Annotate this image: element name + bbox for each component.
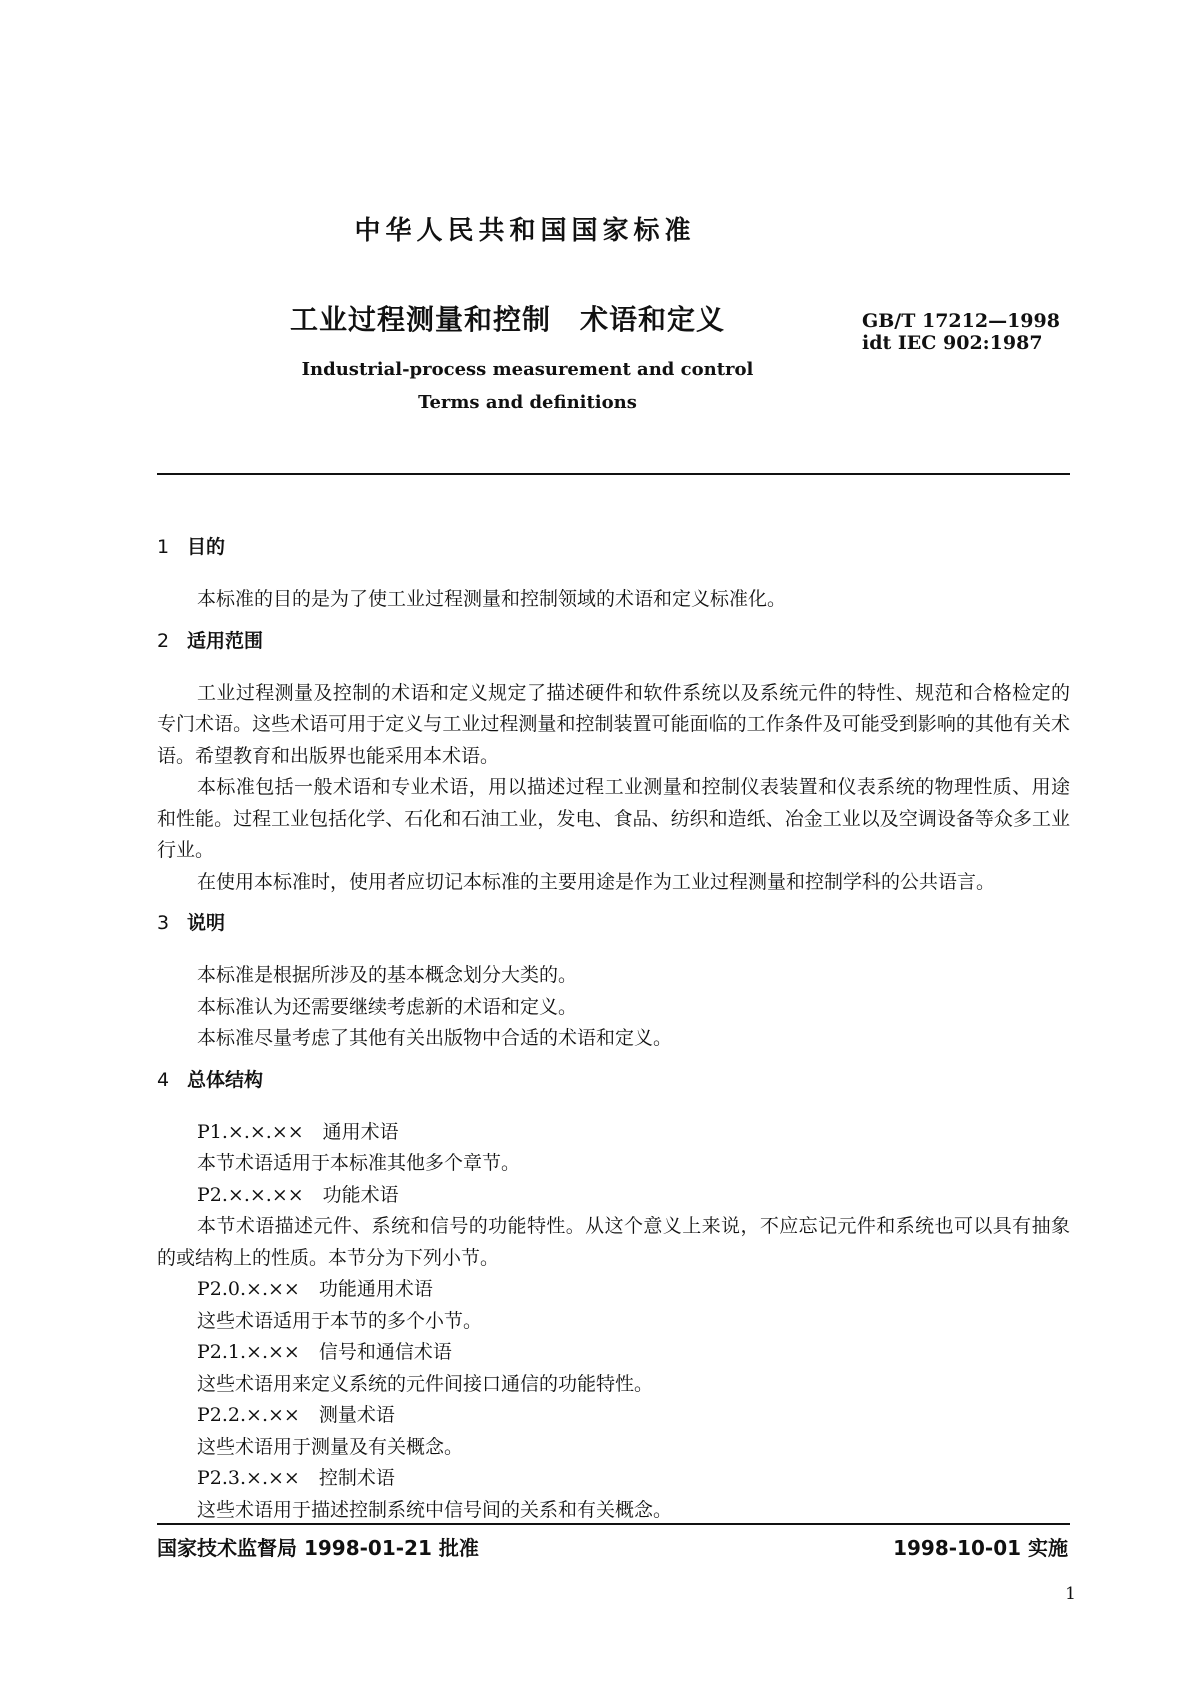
section-3-paragraph-3: 本标准尽量考虑了其他有关出版物中合适的术语和定义。	[197, 1027, 673, 1049]
standard-code-block	[862, 310, 1060, 354]
structure-line-7: P2.1.×.×× 信号和通信术语	[197, 1341, 452, 1363]
identical-reference: idt IEC 902:1987	[862, 332, 1043, 354]
title-en-line2: Terms and definitions	[418, 392, 637, 413]
section-3-paragraph-2: 本标准认为还需要继续考虑新的术语和定义。	[197, 995, 578, 1018]
section-3-paragraph-1: 本标准是根据所涉及的基本概念划分大类的。	[197, 964, 578, 986]
structure-line-1: P1.×.×.×× 通用术语	[197, 1120, 399, 1143]
footer-divider	[157, 1523, 1070, 1525]
structure-line-4: 本节术语描述元件、系统和信号的功能特性。从这个意义上来说，不应忘记元件和系统也可以具有抽象的或结构上的性质。本节分为下列小节。	[157, 1215, 1070, 1269]
structure-line-11: P2.3.×.×× 控制术语	[197, 1467, 395, 1489]
structure-line-10: 这些术语用于测量及有关概念。	[197, 1435, 464, 1458]
section-2-paragraph-3: 在使用本标准时，使用者应切记本标准的主要用途是作为工业过程测量和控制学科的公共语言。	[197, 870, 996, 893]
effective-date: 1998-10-01 实施	[893, 1536, 1068, 1560]
header-divider	[157, 473, 1070, 475]
section-2-paragraph-1: 工业过程测量及控制的术语和定义规定了描述硬件和软件系统以及系统元件的特性、规范和合格检定的专门术语。这些术语可用于定义与工业过程测量和控制装置可能面临的工作条件及可能受到影响的其他有关术语。希望教育和出版界也能采用本术语。	[157, 681, 1070, 767]
section-2-paragraph-2: 本标准包括一般术语和专业术语，用以描述过程工业测量和控制仪表装置和仪表系统的物理性质、用途和性能。过程工业包括化学、石化和石油工业，发电、食品、纺织和造纸、冶金工业以及空调设备等众多工业行业。	[157, 776, 1070, 861]
section-4-heading: 4 总体结构	[157, 1068, 264, 1091]
page-number: 1	[1065, 1584, 1076, 1604]
document-title-en	[260, 353, 795, 419]
title-en-line1: Industrial-process measurement and control	[301, 359, 754, 380]
structure-line-9: P2.2.×.×× 测量术语	[197, 1404, 395, 1426]
approval-date: 国家技术监督局 1998-01-21 批准	[157, 1536, 479, 1560]
structure-line-6: 这些术语适用于本节的多个小节。	[197, 1309, 483, 1332]
section-1-heading: 1 目的	[157, 536, 226, 558]
section-2-heading: 2 适用范围	[157, 629, 264, 652]
standard-code: GB/T 17212—1998	[862, 310, 1060, 332]
structure-line-8: 这些术语用来定义系统的元件间接口通信的功能特性。	[197, 1372, 654, 1395]
section-1-paragraph: 本标准的目的是为了使工业过程测量和控制领域的术语和定义标准化。	[197, 588, 787, 610]
structure-line-5: P2.0.×.×× 功能通用术语	[197, 1278, 433, 1300]
structure-line-12: 这些术语用于描述控制系统中信号间的关系和有关概念。	[197, 1498, 673, 1521]
document-body	[157, 532, 1070, 1526]
structure-line-2: 本节术语适用于本标准其他多个章节。	[197, 1152, 521, 1174]
structure-line-3: P2.×.×.×× 功能术语	[197, 1183, 399, 1206]
section-3-heading: 3 说明	[157, 912, 226, 934]
document-title-cn: 工业过程测量和控制 术语和定义	[290, 303, 726, 336]
national-standard-heading: 中华人民共和国国家标准	[354, 216, 696, 246]
